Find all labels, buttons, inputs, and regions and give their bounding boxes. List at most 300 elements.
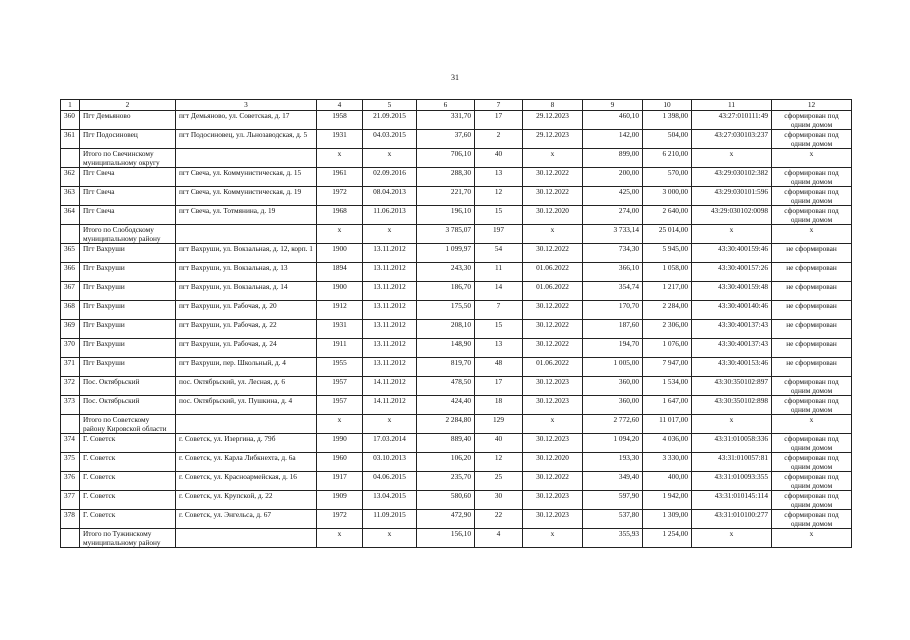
table-cell: Пгт Вахруши — [80, 282, 176, 301]
table-cell: x — [692, 149, 772, 168]
table-cell: 360,00 — [583, 396, 643, 415]
table-cell: Г. Советск — [80, 434, 176, 453]
table-cell: 12 — [475, 187, 523, 206]
table-cell: 1960 — [317, 453, 363, 472]
table-cell: пгт Свеча, ул. Коммунистическая, д. 15 — [176, 168, 317, 187]
table-cell: 13.11.2012 — [363, 358, 417, 377]
table-cell: Пгт Свеча — [80, 168, 176, 187]
table-cell: 43:31:010058:336 — [692, 434, 772, 453]
table-cell: 3 330,00 — [643, 453, 692, 472]
table-cell: 355,93 — [583, 529, 643, 548]
table-cell: сформирован под одним домом — [772, 510, 852, 529]
table-row — [61, 301, 852, 320]
table-cell: 17 — [475, 377, 523, 396]
table-row — [61, 491, 852, 510]
table-header-row — [61, 100, 852, 111]
table-cell: 43:30:400159:46 — [692, 244, 772, 263]
column-header: 1 — [61, 100, 80, 111]
table-cell: не сформирован — [772, 263, 852, 282]
table-cell: 580,60 — [417, 491, 475, 510]
table-cell: пгт Вахруши, ул. Рабочая, д. 24 — [176, 339, 317, 358]
table-cell: 14 — [475, 282, 523, 301]
table-cell: 1 099,97 — [417, 244, 475, 263]
table-cell: 43:27:030103:237 — [692, 130, 772, 149]
table-cell: 43:30:400159:48 — [692, 282, 772, 301]
table-cell: пгт Вахруши, пер. Школьный, д. 4 — [176, 358, 317, 377]
table-cell: 40 — [475, 149, 523, 168]
table-cell: 1957 — [317, 396, 363, 415]
table-cell: не сформирован — [772, 244, 852, 263]
table-cell: 175,50 — [417, 301, 475, 320]
column-header: 6 — [417, 100, 475, 111]
table-cell: 367 — [61, 282, 80, 301]
table-cell: 37,60 — [417, 130, 475, 149]
table-cell: 194,70 — [583, 339, 643, 358]
table-cell: x — [317, 529, 363, 548]
table-row — [61, 282, 852, 301]
subtotal-row — [61, 529, 852, 548]
table-cell: 01.06.2022 — [523, 282, 583, 301]
table-cell: x — [772, 529, 852, 548]
table-cell: 30.12.2023 — [523, 434, 583, 453]
table-cell: 1911 — [317, 339, 363, 358]
table-cell: Пгт Демьяново — [80, 111, 176, 130]
table-cell: сформирован под одним домом — [772, 453, 852, 472]
table-cell: 30.12.2022 — [523, 320, 583, 339]
table-cell: x — [363, 415, 417, 434]
table-cell: 25 — [475, 472, 523, 491]
table-cell: 2 306,00 — [643, 320, 692, 339]
table-cell: сформирован под одним домом — [772, 206, 852, 225]
table-cell: Пгт Подосиновец — [80, 130, 176, 149]
table-cell: 1931 — [317, 130, 363, 149]
table-cell: сформирован под одним домом — [772, 396, 852, 415]
table-cell: 30.12.2022 — [523, 244, 583, 263]
table-cell: x — [317, 415, 363, 434]
table-cell: 1955 — [317, 358, 363, 377]
table-cell — [176, 529, 317, 548]
table-cell: 04.06.2015 — [363, 472, 417, 491]
table-cell: пгт Подосиновец, ул. Льнозаводская, д. 5 — [176, 130, 317, 149]
table-cell: сформирован под одним домом — [772, 472, 852, 491]
table-cell: 196,10 — [417, 206, 475, 225]
table-cell: не сформирован — [772, 358, 852, 377]
table-cell: 537,80 — [583, 510, 643, 529]
table-cell: 43:30:400137:43 — [692, 320, 772, 339]
table-cell: 43:30:400140:46 — [692, 301, 772, 320]
table-cell: 1 309,00 — [643, 510, 692, 529]
table-cell: сформирован под одним домом — [772, 111, 852, 130]
table-cell: 43:30:350102:898 — [692, 396, 772, 415]
table-cell: 1900 — [317, 244, 363, 263]
table-cell: пгт Вахруши, ул. Рабочая, д. 22 — [176, 320, 317, 339]
table-cell: 372 — [61, 377, 80, 396]
table-cell: 2 772,60 — [583, 415, 643, 434]
table-cell: 3 733,14 — [583, 225, 643, 244]
table-cell: 364 — [61, 206, 80, 225]
table-cell: 12 — [475, 453, 523, 472]
table-cell: не сформирован — [772, 339, 852, 358]
table-row — [61, 339, 852, 358]
table-cell: Пгт Свеча — [80, 187, 176, 206]
table-cell: 43:30:400137:43 — [692, 339, 772, 358]
table-cell: 424,40 — [417, 396, 475, 415]
table-cell: пгт Демьяново, ул. Советская, д. 17 — [176, 111, 317, 130]
table-cell: 360 — [61, 111, 80, 130]
table-cell: 29.12.2023 — [523, 130, 583, 149]
table-cell: г. Советск, ул. Красноармейская, д. 16 — [176, 472, 317, 491]
table-cell: x — [772, 415, 852, 434]
page-number: 31 — [451, 73, 459, 82]
table-cell — [61, 149, 80, 168]
table-cell: 129 — [475, 415, 523, 434]
table-cell: 375 — [61, 453, 80, 472]
table-cell: 1968 — [317, 206, 363, 225]
table-cell: сформирован под одним домом — [772, 187, 852, 206]
table-cell: 373 — [61, 396, 80, 415]
table-row — [61, 396, 852, 415]
table-cell: x — [523, 415, 583, 434]
table-cell: 366 — [61, 263, 80, 282]
table-cell — [176, 225, 317, 244]
column-header: 9 — [583, 100, 643, 111]
subtotal-row — [61, 149, 852, 168]
table-cell: Пгт Вахруши — [80, 263, 176, 282]
table-cell: 370 — [61, 339, 80, 358]
column-header: 11 — [692, 100, 772, 111]
table-cell: 1 076,00 — [643, 339, 692, 358]
table-cell: x — [692, 225, 772, 244]
table-cell: 2 — [475, 130, 523, 149]
table-cell: 13 — [475, 168, 523, 187]
column-header: 3 — [176, 100, 317, 111]
table-cell: 368 — [61, 301, 80, 320]
table-cell: 186,70 — [417, 282, 475, 301]
column-header: 5 — [363, 100, 417, 111]
table-cell: 1972 — [317, 187, 363, 206]
table-cell: 425,00 — [583, 187, 643, 206]
table-cell: 43:30:350102:897 — [692, 377, 772, 396]
table-cell: x — [317, 149, 363, 168]
table-cell: 2 284,00 — [643, 301, 692, 320]
table-cell: Пос. Октябрьский — [80, 377, 176, 396]
column-header: 2 — [80, 100, 176, 111]
table-cell: Итого по Тужинскому муниципальному району — [80, 529, 176, 548]
table-cell: 331,70 — [417, 111, 475, 130]
table-cell: 13.11.2012 — [363, 282, 417, 301]
table-cell: Итого по Слободскому муниципальному району — [80, 225, 176, 244]
table-cell: 15 — [475, 206, 523, 225]
table-cell: 570,00 — [643, 168, 692, 187]
table-cell: 7 — [475, 301, 523, 320]
table-cell: 30.12.2020 — [523, 453, 583, 472]
table-cell: пгт Вахруши, ул. Рабочая, д. 20 — [176, 301, 317, 320]
table-cell: 15 — [475, 320, 523, 339]
table-cell: x — [363, 529, 417, 548]
table-cell: 899,00 — [583, 149, 643, 168]
table-cell: 4 — [475, 529, 523, 548]
table-cell: 40 — [475, 434, 523, 453]
table-cell: 365 — [61, 244, 80, 263]
table-cell: 13.11.2012 — [363, 301, 417, 320]
table-row — [61, 453, 852, 472]
table-cell: 6 210,00 — [643, 149, 692, 168]
table-cell — [176, 149, 317, 168]
table-row — [61, 510, 852, 529]
table-cell: пос. Октябрьский, ул. Лесная, д. 6 — [176, 377, 317, 396]
table-cell: 29.12.2023 — [523, 111, 583, 130]
table-cell — [61, 529, 80, 548]
table-cell: Г. Советск — [80, 472, 176, 491]
table-cell: 200,00 — [583, 168, 643, 187]
table-cell: 1909 — [317, 491, 363, 510]
table-cell: 14.11.2012 — [363, 396, 417, 415]
table-cell: пгт Вахруши, ул. Вокзальная, д. 13 — [176, 263, 317, 282]
table-cell: 371 — [61, 358, 80, 377]
table-cell: не сформирован — [772, 320, 852, 339]
table-cell: 2 640,00 — [643, 206, 692, 225]
table-cell: 43:29:030101:596 — [692, 187, 772, 206]
table-cell: 1931 — [317, 320, 363, 339]
column-header: 10 — [643, 100, 692, 111]
table-cell: 30.12.2023 — [523, 491, 583, 510]
table-cell: сформирован под одним домом — [772, 434, 852, 453]
table-cell: 363 — [61, 187, 80, 206]
table-cell: x — [692, 415, 772, 434]
table-cell: x — [772, 149, 852, 168]
table-cell: 43:29:030102:0098 — [692, 206, 772, 225]
table-cell: г. Советск, ул. Крупской, д. 22 — [176, 491, 317, 510]
table-row — [61, 320, 852, 339]
column-header: 7 — [475, 100, 523, 111]
table-cell: 30.12.2023 — [523, 510, 583, 529]
table-row — [61, 358, 852, 377]
table-cell: 43:31:010057:81 — [692, 453, 772, 472]
table-cell: 18 — [475, 396, 523, 415]
table-cell: 48 — [475, 358, 523, 377]
table-cell: x — [523, 529, 583, 548]
table-cell: 13.04.2015 — [363, 491, 417, 510]
table-cell: 22 — [475, 510, 523, 529]
table-cell: 13.11.2012 — [363, 320, 417, 339]
table-cell: x — [523, 225, 583, 244]
table-cell: 734,30 — [583, 244, 643, 263]
table-cell: 1 534,00 — [643, 377, 692, 396]
table-cell: 1 217,00 — [643, 282, 692, 301]
table-cell: сформирован под одним домом — [772, 130, 852, 149]
table-cell: пгт Свеча, ул. Тотмянина, д. 19 — [176, 206, 317, 225]
table-cell: 504,00 — [643, 130, 692, 149]
table-cell — [61, 225, 80, 244]
table-cell: 43:30:400153:46 — [692, 358, 772, 377]
table-cell: 43:30:400157:26 — [692, 263, 772, 282]
table-cell: 288,30 — [417, 168, 475, 187]
table-cell: 54 — [475, 244, 523, 263]
table-cell: 11.09.2015 — [363, 510, 417, 529]
table-cell: сформирован под одним домом — [772, 377, 852, 396]
table-cell: Пгт Свеча — [80, 206, 176, 225]
table-cell: 4 036,00 — [643, 434, 692, 453]
table-cell: не сформирован — [772, 301, 852, 320]
table-cell: 1 398,00 — [643, 111, 692, 130]
table-cell: пгт Вахруши, ул. Вокзальная, д. 14 — [176, 282, 317, 301]
table-cell: 221,70 — [417, 187, 475, 206]
table-cell: 889,40 — [417, 434, 475, 453]
table-cell: 478,50 — [417, 377, 475, 396]
table-cell: 11.06.2013 — [363, 206, 417, 225]
table-row — [61, 472, 852, 491]
table-cell: Пгт Вахруши — [80, 301, 176, 320]
table-cell: 30.12.2022 — [523, 187, 583, 206]
table-cell: 170,70 — [583, 301, 643, 320]
table-cell: 1 005,00 — [583, 358, 643, 377]
table-cell: 472,90 — [417, 510, 475, 529]
subtotal-row — [61, 415, 852, 434]
table-cell: 376 — [61, 472, 80, 491]
table-cell: 1961 — [317, 168, 363, 187]
table-cell: 3 785,07 — [417, 225, 475, 244]
table-cell: 17.03.2014 — [363, 434, 417, 453]
table-cell: 5 945,00 — [643, 244, 692, 263]
table-cell: 361 — [61, 130, 80, 149]
table-cell: 01.06.2022 — [523, 263, 583, 282]
table-cell: 2 284,80 — [417, 415, 475, 434]
table-cell: 11 — [475, 263, 523, 282]
table-cell: 374 — [61, 434, 80, 453]
table-cell: 597,90 — [583, 491, 643, 510]
table-cell: 377 — [61, 491, 80, 510]
table-cell: x — [317, 225, 363, 244]
table-cell: 7 947,00 — [643, 358, 692, 377]
table-cell: 106,20 — [417, 453, 475, 472]
table-cell: 349,40 — [583, 472, 643, 491]
table-row — [61, 244, 852, 263]
table-cell: Г. Советск — [80, 491, 176, 510]
column-header: 12 — [772, 100, 852, 111]
table-cell: 197 — [475, 225, 523, 244]
table-cell — [176, 415, 317, 434]
table-cell: 243,30 — [417, 263, 475, 282]
table-cell: 30.12.2022 — [523, 339, 583, 358]
table-cell: пгт Вахруши, ул. Вокзальная, д. 12, корп. 1 — [176, 244, 317, 263]
table-cell: 21.09.2015 — [363, 111, 417, 130]
table-cell: 235,70 — [417, 472, 475, 491]
table-cell: 400,00 — [643, 472, 692, 491]
table-row — [61, 187, 852, 206]
table-cell: Пгт Вахруши — [80, 244, 176, 263]
table-cell: 04.03.2015 — [363, 130, 417, 149]
table-cell: 1 094,20 — [583, 434, 643, 453]
table-cell: 274,00 — [583, 206, 643, 225]
table-cell: 3 000,00 — [643, 187, 692, 206]
table-cell: 43:27:010111:49 — [692, 111, 772, 130]
table-cell: 1894 — [317, 263, 363, 282]
table-cell: 30 — [475, 491, 523, 510]
table-cell: 03.10.2013 — [363, 453, 417, 472]
table-cell: 1900 — [317, 282, 363, 301]
table-cell: 706,10 — [417, 149, 475, 168]
table-cell: x — [692, 529, 772, 548]
table-cell: 360,00 — [583, 377, 643, 396]
table-cell: 460,10 — [583, 111, 643, 130]
table-cell: 1 647,00 — [643, 396, 692, 415]
table-row — [61, 377, 852, 396]
table-cell: 02.09.2016 — [363, 168, 417, 187]
table-cell: 369 — [61, 320, 80, 339]
table-cell: Пос. Октябрьский — [80, 396, 176, 415]
table-cell: 30.12.2020 — [523, 206, 583, 225]
table-cell: x — [363, 149, 417, 168]
table-cell: 1957 — [317, 377, 363, 396]
table-cell: сформирован под одним домом — [772, 168, 852, 187]
table-cell: 13.11.2012 — [363, 244, 417, 263]
table-cell: пгт Свеча, ул. Коммунистическая, д. 19 — [176, 187, 317, 206]
table-cell: Г. Советск — [80, 453, 176, 472]
table-cell: 30.12.2022 — [523, 168, 583, 187]
table-cell: 1 058,00 — [643, 263, 692, 282]
table-cell: Пгт Вахруши — [80, 339, 176, 358]
table-cell: 187,60 — [583, 320, 643, 339]
table-row — [61, 168, 852, 187]
table-cell: 43:31:010093:355 — [692, 472, 772, 491]
table-cell: 208,10 — [417, 320, 475, 339]
table-cell: 30.12.2023 — [523, 377, 583, 396]
table-cell: 30.12.2022 — [523, 301, 583, 320]
table-cell: 13.11.2012 — [363, 263, 417, 282]
table-cell: x — [772, 225, 852, 244]
table-cell: не сформирован — [772, 282, 852, 301]
table-cell: 193,30 — [583, 453, 643, 472]
table-cell: 1917 — [317, 472, 363, 491]
table-cell: 1972 — [317, 510, 363, 529]
table-cell: 43:29:030102:382 — [692, 168, 772, 187]
table-cell: 01.06.2022 — [523, 358, 583, 377]
table-cell: 156,10 — [417, 529, 475, 548]
table-cell: 30.12.2022 — [523, 472, 583, 491]
table-row — [61, 111, 852, 130]
table-cell: x — [523, 149, 583, 168]
table-cell: Г. Советск — [80, 510, 176, 529]
table-cell: пос. Октябрьский, ул. Пушкина, д. 4 — [176, 396, 317, 415]
table-cell: Итого по Свечинскому муниципальному округу — [80, 149, 176, 168]
table-cell: 366,10 — [583, 263, 643, 282]
table-cell: 08.04.2013 — [363, 187, 417, 206]
table-cell: 1958 — [317, 111, 363, 130]
table-cell: Пгт Вахруши — [80, 358, 176, 377]
table-cell: 362 — [61, 168, 80, 187]
table-cell: 148,90 — [417, 339, 475, 358]
table-cell: Пгт Вахруши — [80, 320, 176, 339]
table-cell: 1 254,00 — [643, 529, 692, 548]
table-row — [61, 263, 852, 282]
table-cell: 43:31:010145:114 — [692, 491, 772, 510]
table-cell: Итого по Советскому району Кировской области — [80, 415, 176, 434]
table-cell — [61, 415, 80, 434]
column-header: 4 — [317, 100, 363, 111]
table-row — [61, 130, 852, 149]
table-cell: 43:31:010100:277 — [692, 510, 772, 529]
table-cell: 13.11.2012 — [363, 339, 417, 358]
table-cell: 25 014,00 — [643, 225, 692, 244]
table-cell: 819,70 — [417, 358, 475, 377]
subtotal-row — [61, 225, 852, 244]
table-row — [61, 206, 852, 225]
table-cell: 30.12.2023 — [523, 396, 583, 415]
table-cell: г. Советск, ул. Карла Либкнехта, д. 6а — [176, 453, 317, 472]
housing-table — [60, 99, 852, 548]
table-cell: 1 942,00 — [643, 491, 692, 510]
table-cell: x — [363, 225, 417, 244]
